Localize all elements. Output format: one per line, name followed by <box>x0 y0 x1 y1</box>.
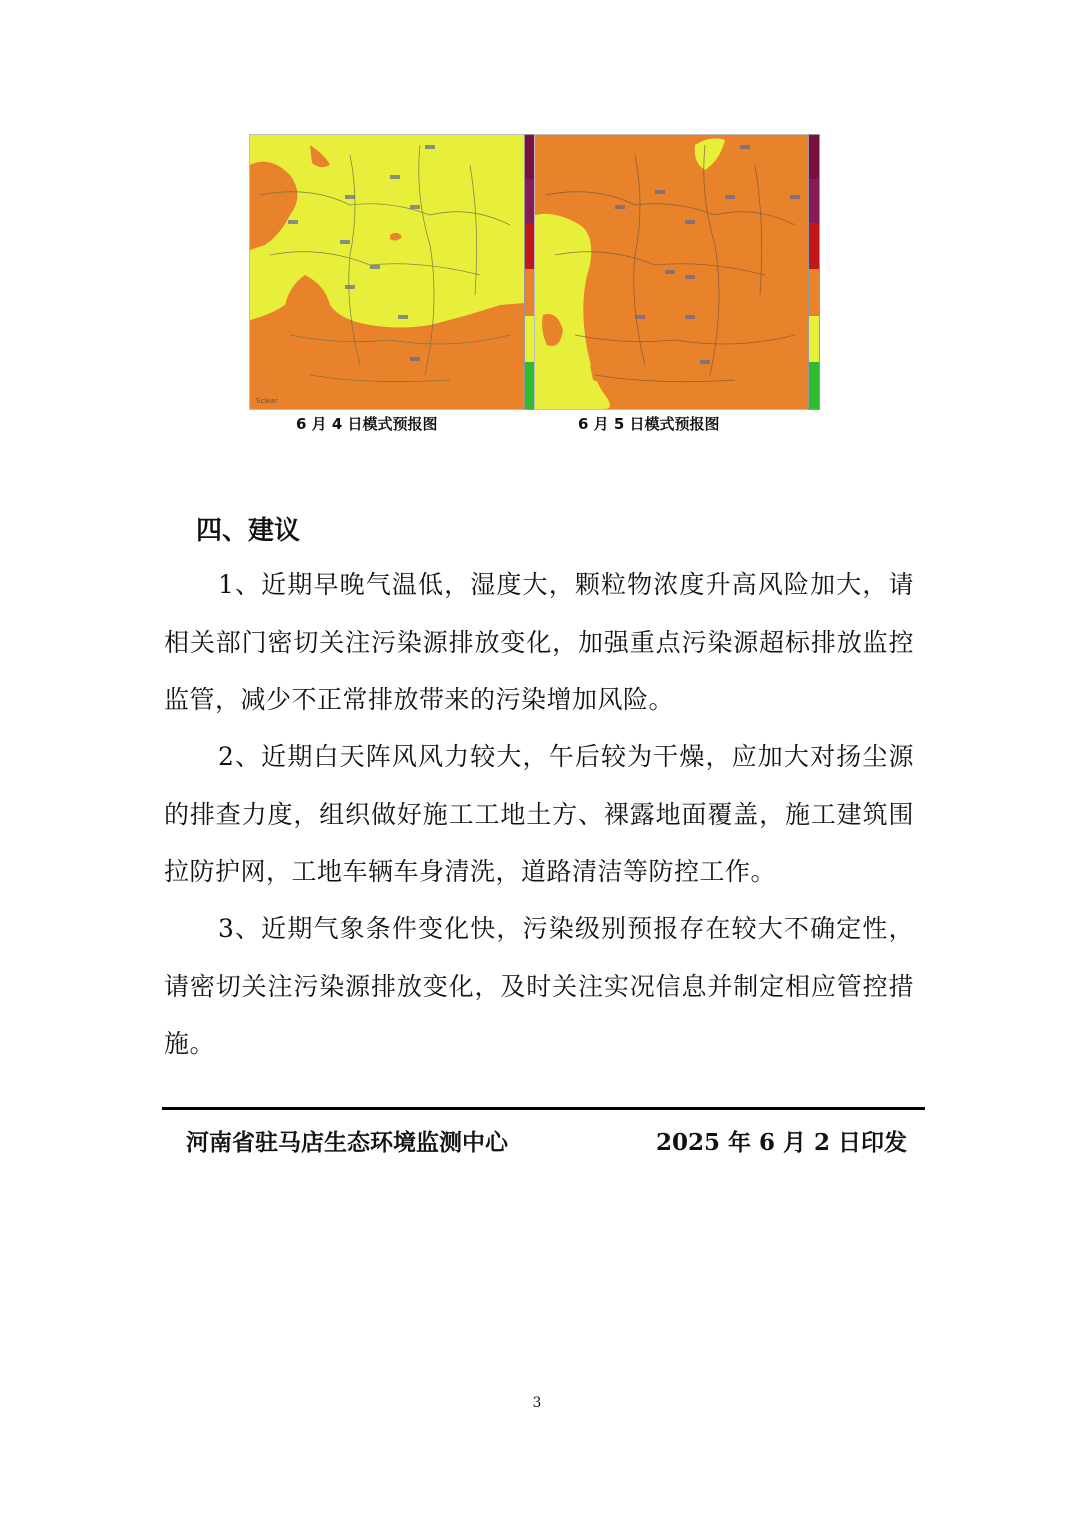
footer-issue-date: 2025 年 6 月 2 日印发 <box>656 1129 908 1156</box>
colorbar-segment <box>809 316 819 363</box>
map-corner-label: Sclear <box>256 397 278 405</box>
recommendation-paragraph-1 <box>164 556 914 729</box>
colorbar-segment <box>809 362 819 409</box>
recommendation-paragraph-2 <box>164 728 914 901</box>
forecast-map-june-4-graphic <box>250 135 524 409</box>
paragraph-text: 1、近期早晚气温低，湿度大，颗粒物浓度升高风险加大，请相关部门密切关注污染源排放变化，加强重点污染源超标排放监控监管，减少不正常排放带来的污染增加风险。 <box>164 570 914 714</box>
colorbar-segment <box>809 179 819 223</box>
colorbar-segment <box>809 223 819 270</box>
forecast-map-june-5-graphic <box>535 135 809 409</box>
forecast-map-june-4 <box>249 134 525 410</box>
figure-caption-june-5: 6 月 5 日模式预报图 <box>578 415 720 433</box>
colorbar-segment <box>809 269 819 316</box>
recommendation-paragraph-3 <box>164 900 914 1073</box>
section-heading: 四、建议 <box>196 516 301 546</box>
footer-divider <box>162 1107 925 1110</box>
colorbar-june-5 <box>808 134 820 410</box>
figure-caption-june-4: 6 月 4 日模式预报图 <box>296 415 438 433</box>
paragraph-text: 2、近期白天阵风风力较大，午后较为干燥，应加大对扬尘源的排查力度，组织做好施工工地土方、裸露地面覆盖，施工建筑围拉防护网，工地车辆车身清洗，道路清洁等防控工作。 <box>164 742 914 886</box>
colorbar-segment <box>809 135 819 179</box>
paragraph-text: 3、近期气象条件变化快，污染级别预报存在较大不确定性，请密切关注污染源排放变化，及时关注实况信息并制定相应管控措施。 <box>164 914 914 1058</box>
page-number: 3 <box>532 1395 542 1411</box>
footer-organization: 河南省驻马店生态环境监测中心 <box>186 1129 508 1156</box>
forecast-map-june-5 <box>534 134 810 410</box>
